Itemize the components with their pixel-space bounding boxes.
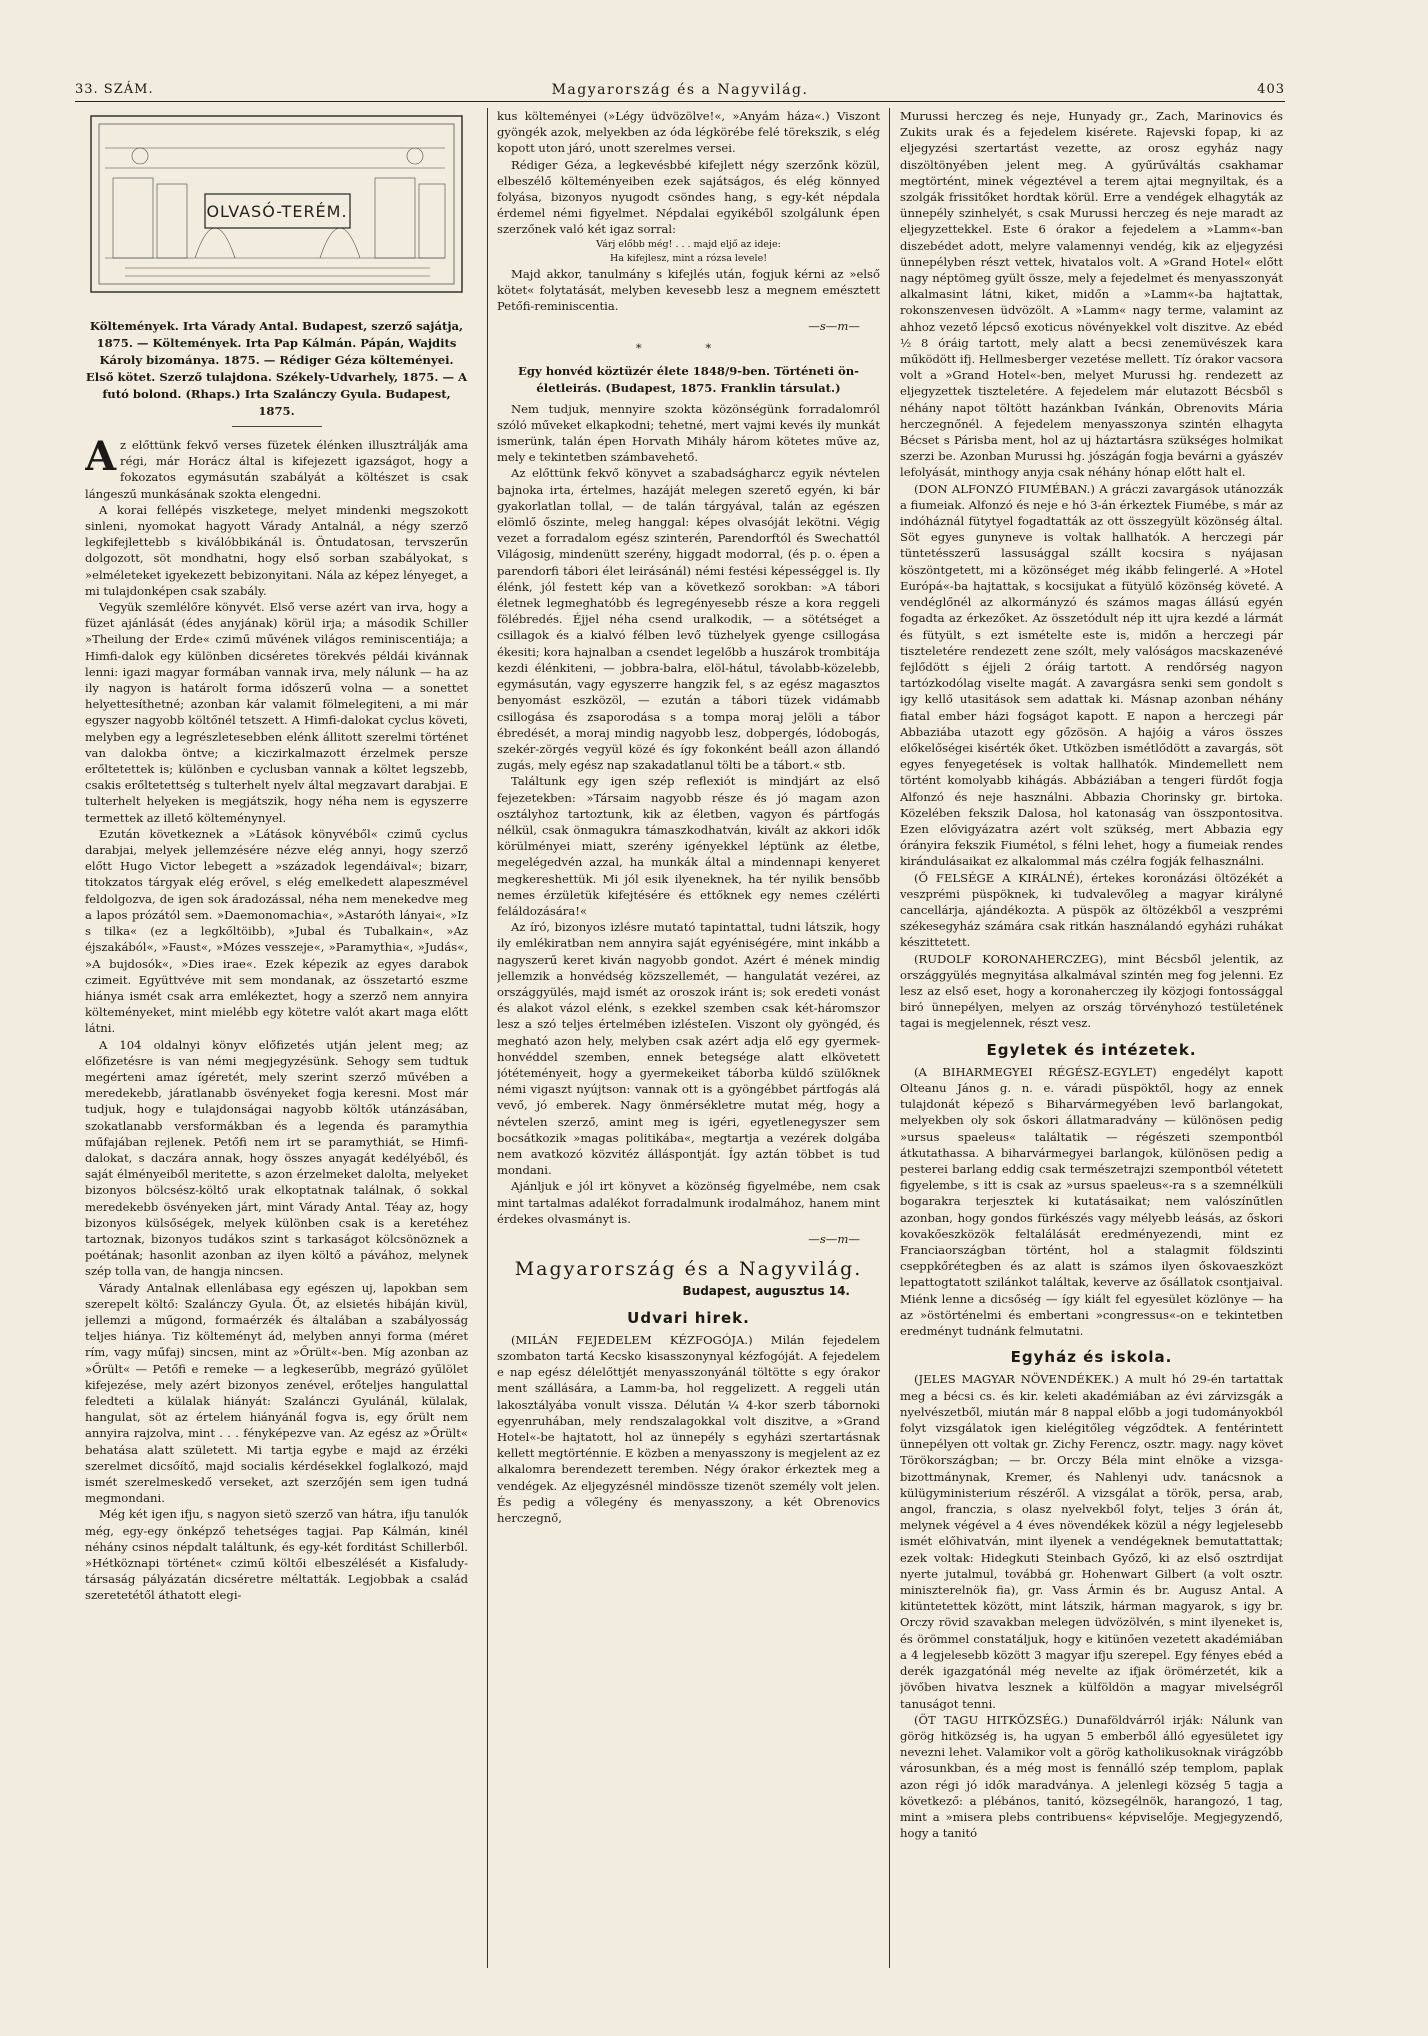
signature: —s—m— bbox=[808, 1232, 860, 1246]
divider bbox=[232, 426, 322, 427]
journal-title: Magyarország és a Nagyvilág. bbox=[551, 82, 809, 98]
header-rule bbox=[75, 101, 1285, 102]
paragraph: (RUDOLF KORONAHERCZEG), mint Bécsből jelentik, az országgyülés megnyitása alkalmával szintén meg fog jelenni. Ez lesz az első eset, hogy a koronaherczeg ily közjogi fontossággal biró ünnepélyen, melyen az ország törvényhozó testületének tagai is megjelennek, részt vesz. bbox=[900, 951, 1283, 1031]
paragraph: (DON ALFONZÓ FIUMÉBAN.) A gráczi zavargások utánozzák a fiumeiak. Alfonzó és neje e hó 3-án érkeztek Fiumébe, s már az indóháznál fütytyel fogadtatták az ott összegyült közönség által. Söt egyes gunyneve is voltak hallhatók. A herczegi pár tüntetésszerű lassusággal szállt kocsira s nyájasan köszöntgetett, mi a közönséget még ikább felingerlé. A »Hotel Európá«-ba hajtattak, s kocsijukat a fütyülő közönség követé. A vendéglőnél az alkormányzó és számos magas állású egyén fogadta az érkezőket. Az összetódult nép itt ujra kezdé a lármát és fütyült, s ezt ismételte este is, midőn a herczegi pár tiszteletére rendezett zene szólt, mely valóságos macskazenévé fejlődött s éjjeli 2 óráig tartott. A rendőrség nagyon tartózkodólag viselte magát. A zavargásra senki sem gondolt s igy kellő utasitások sem adattak ki. Másnap azonban néhány fiatal ember házi fogságot kapott. E napon a herczegi pár Abbaziába utazott egy gőzösön. A hajóig a város összes előkelőségei kisérték őket. Utközben ismétlődött a zavargás, söt egyes fenyegetések is voltak hallhatók. Mindemellett nem történt komolyabb kihágás. Abbáziában a tengeri fürdőt fogja Alfonzó és neje használni. Abbazia Chorinsky gr. birtoka. Közelében fekszik Dalosa, hol katonaság van összpontositva. Ezen elővigyázatra azért volt szükség, mert Abbazia egy órányira fekszik Fiumétol, s félni lehet, hogy a fiumeiak rendes kirándulásaikat ez alkalommal más czélra fogják felhasználni. bbox=[900, 481, 1283, 869]
paragraph: (JELES MAGYAR NÖVENDÉKEK.) A mult hó 29-én tartattak meg a bécsi cs. és kir. keleti akadémiában az évi zárvizsgák a nyelvészetből, miután már 8 nappal előbb a jogi tudományokból folyt vizsgálatok igen kielégitőleg végződtek. A fentérintett ünnepélyen ott voltak gr. Zichy Ferencz, osztr. magy. nagy követ Törökországban; — br. Orczy Béla mint elnöke a vizsga-bizottmánynak, Kremer, és Nahlenyi udv. tanácsnok a külügyministerium részéről. A vizsgálat a török, persa, arab, angol, franczia, s olasz nyelvekből folyt, teljes 3 órán át, melynek végével a 4 éves növendékek közül a négy legjelesebb ismét előhivatván, mint ilyenek a vendégeknek bemutattattak; ezek voltak: Hidegkuti Steinbach Győző, ki az első osztrdijat nyerte jutalmul, továbbá gr. Hohenwart Gilbert (a volt osztr. miniszterelnök fia), gr. Vass Ármin és br. Augusz Antal. A kitüntetettek között, mint látszik, hárman magyarok, s igy br. Orczy rövid szavakban melegen üdvözölvén, s mint ilyeneket is, és örömmel constatáljuk, hogy e kitünően vezetett akadémiában a 4 legjelesebb között 3 magyar ifju szerepel. Egy fényes ebéd a derék igazgatónál még nevelte az ifjak örömérzetét, kik a jövőben hivatva lesznek a külföldön a magyar mivelségről tanuságot tenni. bbox=[900, 1372, 1283, 1711]
page-number: 403 bbox=[1257, 82, 1285, 97]
section-separator: * * bbox=[635, 341, 742, 356]
reading-room-banner bbox=[85, 108, 468, 298]
paragraph: (A BIHARMEGYEI RÉGÉSZ-EGYLET) engedélyt kapott Olteanu János g. n. e. váradi püspöktől, hogy az ennek tulajdonát képező s Biharvármegyében levő barlangokat, melyekben oly sok őskori állatmaradvány — különösen pedig »ursus spaeleus« találtatik — régészeti szempontból átkutathassa. A biharvármegyei barlangok, különösen pedig a pesterei barlang eddig csak természetrajzi szempontból vétetett figyelembe, s itt is csak az »ursus spaeleus«-ra s a szemnélküli bogarakra terjesztek ki kutatásaikat; nem valószínűtlen azonban, hogy gondos fürkészés vagy mélyebb leásás, az őskori kovakőeszközök feltalálását eredményezendi, mint ez Franciaországban történt, hol a stalagmit földszinti cseppkőrétegben és az alatt is számos ilyen őskovaeszközt lepattogtatott szilánkot találtak, keverve az ősállatok csontjaival. Miénk lenne a dicsőség — így kiált fel egyesület közlönye — ha az »östörténelmi és embertani »congressus«-on e tekintetben eredményt tudnánk felmutatni. bbox=[900, 1064, 1283, 1339]
column-2 bbox=[497, 108, 880, 1526]
paragraph: Rédiger Géza, a legkevésbbé kifejlett négy szerzőnk közül, elbeszélő költeményeiben ezek sajátságos, és elég könnyed folyása, bizonyos nyugodt csöndes hang, s egy-két népdala érdemel némi figyelmet. Népdalai egyikéből szolgálunk épen szerzőnek való két igaz sorral: bbox=[497, 157, 880, 237]
masthead bbox=[497, 1258, 880, 1281]
paragraph: Az író, bizonyos izlésre mutató tapintattal, tudni látszik, hogy ily emlékiratban nem annyira saját egyéniségére, mint inkább a nagyszerű keret kiván nagyobb gondot. Azért é mének mindig jellemzik a honvédség közszellemét, — hangulatát vezérei, az országgyülés, majd ismét az oroszok iránt is; sok eredeti vonást és alakot vázol elénk, s ezekkel szemben csak két-háromszor lesz a szó teljes értelmében izlésteIen. Viszont oly gyöngéd, és megható azon hely, melyben csak azért adja elő egy gyermek-honvéddel szemben, ennek betegsége alatt elkövetett jótéteményeit, hogy a gyermekeiket táborba küldő szülőknek némi vigaszt nyújtson: vannak ott is a gyöngébbet pártfogás alá vevő, jó emberek. Nagy önmérsékletre mutat még, hogy a névtelen szerző, amint meg is igéri, egyetlenegyszer sem bocsátkozik »magas politikába«, megtartja a vezérek dolgába nem avatkozó közvitéz álláspontját. Így aztán többet is tud mondani. bbox=[497, 920, 880, 1178]
column-1 bbox=[85, 108, 468, 1604]
paragraph: Nem tudjuk, mennyire szokta közönségünk forradalomról szóló műveket elkapkodni; tehetné, mert vajmi kevés ily munkát ismerünk, talán épen Horvath Mihály három kötetes műve az, mely e tekintetben számbavehető. bbox=[497, 401, 880, 465]
drop-cap: A bbox=[85, 433, 117, 480]
poem-line: Várj előbb még! . . . majd eljő az ideje: bbox=[596, 238, 781, 250]
dateline: Budapest, augusztus 14. bbox=[682, 1284, 850, 1299]
paragraph: Találtunk egy igen szép reflexiót is mindjárt az első fejezetekben: »Társaim nagyobb része és jó magam azon osztályhoz tartoztunk, kik az életben, vagyon és pártfogás nélkül, csak önmagukra támaszkodhatván, kivált az akkori idők körülményei miatt, szerény igényekkel léptünk az életbe, megelégedvén azzal, ha munkák által a mindennapi kenyeret megkereshettük. Mi jól esik ilyeneknek, ha tér nyilik bensőbb nemes érzületük kifejtésére és ettőknek egy nemes czélérti feláldozására!« bbox=[497, 774, 880, 918]
banner-title: OLVASÓ-TERÉM. bbox=[206, 202, 348, 221]
section-heading: Egyletek és intézetek. bbox=[986, 1040, 1197, 1059]
column-rule-2 bbox=[889, 108, 890, 1968]
paragraph: Murussi herczeg és neje, Hunyady gr., Zach, Marinovics és Zukits urak és a fejedelem kisérete. Rajevski fopap, ki az eljegyzési szertartást vezette, az orosz egyház nagy diszöltönyében jelent meg. A gyűrűváltás csakhamar megtörtént, minek végeztével a terem ajtai megnyiltak, és a szolgák frissitőket hordtak körül. Erre a vendégek elhagyták az ünnepély szinhelyét, s csak Murussi herczeg és neje maradt az eljegyzettekkel. Este 6 órakor a fejedelem a »Lamm«-ban diszebédet adott, melyre valamennyi vendég, kik az eljegyzési ünnepélyben részt vettek, hivatalos volt. A »Grand Hotel« előtt nagy néptömeg gyült össze, mely a fejedelmet és menyasszonyát alkalmasint látni, kiket, midőn a »Lamm«-ba hajtattak, rokonszenvesen üdvözölt. A »Lamm« nagy terme, valamint az ahhoz vezető lépcső exoticus növényekkel volt diszitve. Az ebéd ½ 8 óráig tartott, mely alatt a becsi zenemüvészek kara működött ifj. Hellmesberger vezetése mellett. Tíz órakor vacsora volt a »Grand Hotel«-ben, melyet Murussi hg. rendezett az eljegyzettek tiszteletére. A fejedelem már elutazott Bécsből s néhány napot töltött hazánkban Ivánkán, Obrenovits Mária herczegnőnél. A fejedelem menyasszonya szintén elhagyta Bécset s Párisba ment, hol az uj háztartásra szükséges holmikat szerzi be. Azonban Murussi hg. jószágán fogja bevárni a gyászév lefolyását, minthogy anyja csak néhány hónap előtt halt el. bbox=[900, 109, 1283, 480]
issue-number: 33. SZÁM. bbox=[75, 82, 154, 97]
section-heading: Egyház és iskola. bbox=[1010, 1348, 1173, 1367]
paragraph: Majd akkor, tanulmány s kifejlés után, fogjuk kérni az »első kötet« folytatását, melyben kevesebb lesz a megnem emésztett Petőfi-reminiscentia. bbox=[497, 266, 880, 314]
paragraph: Ezután következnek a »Látások könyvéből« czimű cyclus darabjai, melyek jellemzésére nézve elég annyi, hogy szerző előtt Hugo Victor lebegett a »századok legendáival«; bizarr, titokzatos tárgyak elég erővel, s elég emelkedett alapeszmével feldolgozva, de igen sok áradozással, néha nem menekedve meg a lapos prózától sem. »Daemonomachia«, »Astaróth lányai«, »Iz s tilka« (ez a legkőltöibb), »Jubal és Tubalkain«, »Az éjszakából«, »Faust«, »Mózes vesszeje«, »Paramythia«, »Judás«, »A bujdosók«, »Dies irae«. Ezek képezik az egyes darabok czimeit. Együttvéve mit sem mondanak, az összetartó eszme hiánya ismét csak arra emlékeztet, hogy a szerző nem annyira költeményeket, mint mielébb egy kötetre valót akart maga előtt látni. bbox=[85, 826, 468, 1036]
paragraph: Vegyük szemlélőre könyvét. Első verse azért van irva, hogy a füzet ajánlását (édes anyjának) körül irja; a második Schiller »Theilung der Erde« czimű művének világos reminiscentiája; a Himfi-dalok egy különben dicséretes törekvés példái kivánnak lenni: igazi magyar formában vannak irva, mely nálunk — ha az ily nagyon is határolt forma időszerű volna — a sonettet helyettesíthetné; azonban kár valamit fölmelegiteni, a mi már egyszer nagyobb költőnél tetszett. A Himfi-dalokat cyclus követi, melyben egy a legrészletesebben elénk állitott szerelmi történet van dalokba öntve; a kiczirkalmazott érzelmek persze erőltetettek is; különben e cyclusban vannak a költet legszebb, csakis erőltetettség s tulterhelt nyelv által megzavart darabjai. E tulterhelt helyeken is megjátszik, hogy néha nem is egyszerre termettek az illető költeménynyel. bbox=[85, 600, 468, 825]
column-rule-1 bbox=[487, 108, 488, 1968]
section-heading: Udvari hirek. bbox=[627, 1308, 750, 1327]
paragraph: Még két igen ifju, s nagyon sietö szerző van hátra, ifju tanulók még, egy-egy önképző tehetséges tagjai. Pap Kálmán, kinél néhány csinos népdalt találtunk, és egy-két forditást Schillerből. »Hétköznapi történet« czimű költői elbeszélését a Kisfaludy-társaság pályázatán dicséretre méltatták. Legjobbak a család szeretetétől áthatott elegi- bbox=[85, 1507, 468, 1603]
paragraph: (Ő FELSÉGE A KIRÁLNÉ), értekes koronázási öltözékét a veszprémi püspöknek, ki tudvalevőleg a magyar királyné cancellárja, ajándékozta. A püspök az öltözékből a veszprémi székesegyház számára csak ritkán használandó egyházi ruhákat készittetett. bbox=[900, 870, 1283, 950]
running-head bbox=[75, 78, 1285, 100]
paragraph: Várady Antalnak ellenlábasa egy egészen uj, lapokban sem szerepelt költő: Szalánczy Gyula. Őt, az elsietés hibáján kivül, jellemzi a műgond, formaérzék és általában a szabályosság teljes hiánya. Tiz költeményt ád, melyben annyi forma (méret rím, vagy műfaj) sincsen, mint az »Őrült«-ben. Míg azonban az »Őrült« — Petőfi e remeke — a legkeserűbb, megrázó gyűlölet kifejezése, mely azért bizonyos zenével, erőteljes hangulattal feledteti a külalak hiányát: Szalánczi Gyulánál, külalak, hangulat, söt az értelem hiányánál fogva is, egy őrült nem annyira rajzolva, mint . . . fényképezve van. Az egész az »Őrült« behatása alatt született. Mi tartja egybe e majd az érzéki szerelmet dicsőítő, majd socialis kérdésekkel foglalkozó, majd ismét szerelmeskedő verseket, azt szerzőjén sem igen tudná megmondani. bbox=[85, 1280, 468, 1506]
paragraph: (MILÁN FEJEDELEM KÉZFOGÓJA.) Milán fejedelem szombaton tartá Kecsko kisasszonynyal kézfogóját. A fejedelem e nap egész délelőttjét menyasszonyánál töltötte s egy órakor ment szállására, a Lamm-ba, hol reggelizett. A reggeli után lakosztályába vonult vissza. Délután ¼ 4-kor szerb tábornoki egyenruhában, mely rendszalagokkal volt diszitve, a »Grand Hotel«-be hajtatott, hol az ünnepély s egyházi szertartásnak kellett megtörténnie. E közben a menyasszony is megjelent az ez alkalomra berendezett teremben. Négy órakor érkeztek meg a vendégek. Az eljegyzésnél mindössze tizenöt személy volt jelen. És pedig a vőlegény és menyasszony, a két Obrenovics herczegnő, bbox=[497, 1332, 880, 1526]
paragraph: A 104 oldalnyi könyv előfizetés utján jelent meg; az előfizetésre is van némi megjegyzésünk. Sehogy sem tudtuk megérteni amaz ígéretét, mely szerint szerző művében a meredekebb, járatlanabb ösvényeket fogja keresni. Most már tudjuk, hogy e tulajdonságai nagyobb költők utánzásában, szokatlanabb versformákban és a legenda és paramythia műfajában rejlenek. Petőfi nem irt se paramythiát, se Himfi-dalokat, s daczára annak, hogy összes anyagát kedélyéből, és saját élményeiből meritette, s azon érzelmeket dalolta, melyeket bizonyos bölcsész-költő urak elkoptatnak találnak, ő sokkal meredekebb ösvényeken járt, mint Várady Antal. Téay az, hogy bizonyos külsőségek, melyek különben csak is a keretéhez tartoznak, bizonyos tudákos szint s tarkaságot kölcsönöznek a poétának; hasonlit azonban az ilyen költő a pávához, melynek szép tolla van, de hangja nincsen. bbox=[85, 1037, 468, 1279]
poem-line: Ha kifejlesz, mint a rózsa levele! bbox=[609, 252, 768, 264]
ornament-illustration bbox=[85, 108, 468, 298]
review-heading-1: Költemények. Irta Várady Antal. Budapest, szerző sajátja, 1875. — Költemények. Irta Pap Kálmán. Pápán, Wajdits Károly bizománya. 1875. — Rédiger Géza költeményei. Első kötet. Szerző tulajdona. Székely-Udvarhely, 1875. — A futó bolond. (Rhaps.) Irta Szalánczy Gyula. Budapest, 1875. bbox=[85, 319, 468, 418]
paragraph: kus költeményei (»Légy üdvözölve!«, »Anyám háza«.) Viszont gyöngék azok, melyekben az óda légkörébe felé törekszik, s elég kopott uton járó, unott szerelmes versei. bbox=[497, 109, 880, 156]
paragraph: Ajánljuk e jól irt könyvet a közönség figyelmébe, nem csak mint tartalmas adalékot forradalmunk irodalmához, hanem mint érdekes olvasmányt is. bbox=[497, 1179, 880, 1226]
masthead-title: Magyarország és a Nagyvilág. bbox=[514, 1258, 863, 1281]
column-3 bbox=[900, 108, 1283, 1841]
review-heading-2: Egy honvéd köztüzér élete 1848/9-ben. Történeti ön-életleirás. (Budapest, 1875. Franklin társulat.) bbox=[518, 363, 859, 395]
paragraph: A korai fellépés viszketege, melyet mindenki megszokott sinleni, nyomokat hagyott Várady Antalnál, a négy szerző legkifejlettebb s kiválóbbikánál is. Öntudatosan, tervszerűn dolgozott, söt mondhatni, hogy első sorban szabályokat, s »elméleteket igyekezett bebizonyitani. Nála az képez lényeget, a mi tulajdonképen csak szabály. bbox=[85, 502, 468, 598]
signature: —s—m— bbox=[808, 319, 860, 334]
paragraph: (ÖT TAGU HITKÖZSÉG.) Dunaföldvárról irják: Nálunk van görög hitközség is, ha ugyan 5 emberből álló egyesületet igy nevezni lehet. Valamikor volt a görög katholikusoknak virágzóbb városunkban, és a még most is fennálló szép templom, paplak azon régi jó idők maradványa. A jelenlegi község 5 tagja a következő: a plébános, tanitó, közsegélnök, harangozó, 1 tag, mint a »misera plebs contribuens« képviselője. Megjegyzendő, hogy a tanitó bbox=[900, 1712, 1283, 1841]
paragraph: Az előttünk fekvő könyvet a szabadságharcz egyik névtelen bajnoka irta, értelmes, hazáját melegen szerető egyén, ki bár gyakorlatlan tollal, — de talán tárgyával, talán az egészen elömlő őszinte, meleg hanggal: képes olvasóját lekötni. Végig vezet a forradalom egész szinterén, Parendorftól és Swechattól Világosig, mindenütt szerény, higgadt modorral, (és p. o. épen a parendorfi tábori élet leirásánál) némi festési képességgel is. Ily élénk, jól festett kép van a következő sorokban: »A tábori életnek legmeghatóbb és legregényesebb része a kora reggeli fölébredés. Éjjel néha csend uralkodik, — a sötétséget a csillagok és a kialvó félben levő tüzhelyek gyenge csillogása ékesiti; kora hajnalban a csendet legelőbb a huszárok trombitája kezdi élénkiteni, — jobbra-balra, elöl-hátul, távolabb-közelebb, egymásután, vagy egyszerre hangzik fel, s az egész magasztos benyomást eszközöl, — ezután a tábori tüzek vidámabb csillogása és zsaporodása s a tompa moraj jelöli a tábor ébredését, a moraj mindig nagyobb lesz, dobpergés, lódobogás, szekér-zörgés vegyül közé és így fokonként beáll azon állandó zugás, mely egész nap szakadatlanul tölti be a tábort.« stb. bbox=[497, 466, 880, 773]
paragraph: z előttünk fekvő verses füzetek élénken illusztrálják ama régi, már Horácz által is kifejezett igazságot, hogy a fokozatos egymásután szabályát a költészet is csak lángeszű munkásának szokta elengedni. bbox=[85, 438, 468, 501]
